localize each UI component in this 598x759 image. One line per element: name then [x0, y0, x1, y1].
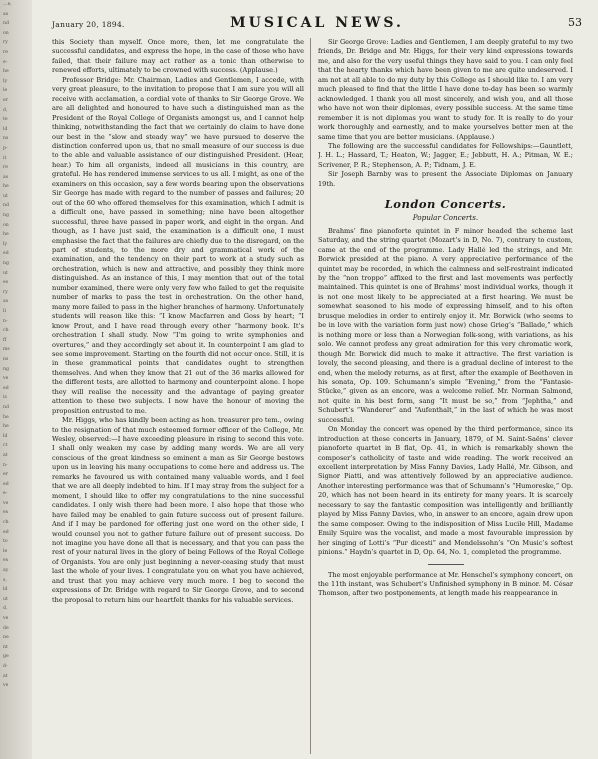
- gutter-fragment: as: [3, 174, 9, 180]
- gutter-fragment: ry: [3, 289, 8, 295]
- gutter-fragment: le: [3, 88, 8, 94]
- gutter-fragment: nd: [3, 21, 9, 27]
- gutter-fragment: d-: [3, 663, 8, 669]
- paragraph: Sir Joseph Barnby was to present the Associate Diplomas on January 19th.: [318, 170, 573, 188]
- gutter-fragment: er: [3, 97, 8, 103]
- gutter-fragment: ld: [3, 126, 8, 132]
- gutter-fragment: le: [3, 548, 8, 554]
- binding-gutter: [0, 0, 32, 759]
- gutter-fragment: d,: [3, 606, 8, 612]
- gutter-fragment: ly: [3, 78, 8, 84]
- gutter-fragment: he: [3, 414, 9, 420]
- gutter-fragment: ld: [3, 433, 8, 439]
- gutter-fragment: ve: [3, 616, 9, 621]
- gutter-fragment: es: [3, 510, 9, 516]
- paragraph: Mr. Higgs, who has kindly been acting as hon. treasurer pro tem., owing to the resignation of that much esteemed former officer of the College, Mr. Wesley, observed:—I have exceeding pleasure in rising to second this vote. I shall only weaken my case by adding many words. We are all very conscious of the great kindness so eminent a man as Sir George bestows upon us in leaving his many occupations to come here and address us. The remarks he favoured us with contained many valuable words, and I feel that we are all deeply indebted to him. If I may stray from the subject for a moment, I should like to offer my congratulations to the nine successful candidates. I only wish there had been more. I also hope that those who have failed may be enabled to gain future success out of present failure. And if I may be pardoned for offering just one word on the other side, I would counsel you not to gather future failure out of present success. Do not imagine you have done all that is necessary, and that you can pass the rest of your natural lives in the glory of being Fellows of the Royal College of Organists. You are only just beginning a never-ceasing study that must last the whole of your lives. I congratulate you on what you have achieved, and trust that you may achieve very much more. I beg to second the expressions of Dr. Bridge with regard to Sir George Grove, and to second the proposal to return him our heartfelt thanks for his valuable services.: [52, 416, 304, 604]
- newspaper-page: [32, 0, 598, 759]
- gutter-fragment: as: [3, 11, 9, 17]
- gutter-fragment: ch: [3, 520, 9, 526]
- gutter-fragment: n-: [3, 318, 8, 324]
- gutter-fragment: ns: [3, 136, 9, 142]
- gutter-fragment: at: [3, 452, 8, 458]
- gutter-fragment: de: [3, 625, 9, 631]
- left-column: [52, 38, 304, 754]
- gutter-fragment: ed: [3, 529, 9, 535]
- gutter-fragment: at: [3, 673, 8, 679]
- paragraph: this Society than myself. Once more, then, let me congratulate the successful candidates, and express the hope, in the case of those who have failed, that their failure may act rather as a tonic than otherwise to renewed efforts, ultimately to be crowned with success. (Applause.): [52, 38, 304, 75]
- gutter-fragment: ng: [3, 366, 9, 372]
- gutter-fragment: nd: [3, 404, 9, 410]
- issue-date: January 20, 1894.: [52, 20, 125, 29]
- gutter-fragment: es: [3, 280, 9, 286]
- gutter-fragment: ch: [3, 328, 9, 334]
- gutter-fragment: nd: [3, 203, 9, 209]
- gutter-fragment: he: [3, 184, 9, 190]
- masthead-title: MUSICAL NEWS.: [230, 15, 404, 31]
- gutter-fragment: ct: [3, 443, 8, 449]
- gutter-fragment: es: [3, 558, 9, 564]
- gutter-fragment: on: [3, 222, 9, 228]
- gutter-fragment: er: [3, 472, 8, 478]
- gutter-fragment: e-: [3, 491, 8, 497]
- gutter-fragment: s,: [3, 577, 7, 583]
- gutter-fragment: he: [3, 69, 9, 75]
- gutter-fragment: ed: [3, 385, 9, 391]
- subheading: Popular Concerts.: [412, 213, 479, 223]
- gutter-fragment: ld: [3, 587, 8, 593]
- gutter-fragment: ns: [3, 356, 9, 362]
- gutter-fragment: ne: [3, 635, 9, 641]
- gutter-fragment: ay: [3, 568, 9, 574]
- gutter-fragment: ut: [3, 193, 8, 199]
- gutter-fragment: re: [3, 49, 8, 55]
- gutter-fragment: p-: [3, 145, 8, 151]
- gutter-fragment: he: [3, 232, 9, 238]
- paragraph: Sir George Grove: Ladies and Gentlemen, I am deeply grateful to my two friends, Dr. Bridge and Mr. Higgs, for their very kind expressions towards me, and also for the very useful things they have said to you. I can only feel that the hearty thanks which have been given to me are quite undeserved. I am not at all able to do my duty by this College as I should like to. I am very much pleased to find that the little I have done to-day has been so warmly acknowledged. I thank you all most sincerely, and wish you, and all those who have not won their diplomas, every possible success. At the same time remember it is not diplomas you want to study for. It is really to do your work thoroughly and earnestly, and to make yourselves better men at the same time that you are better musicians. (Applause.): [318, 38, 573, 141]
- gutter-fragment: ge: [3, 654, 9, 660]
- section-heading: London Concerts.: [384, 197, 507, 212]
- gutter-fragment: d,: [3, 107, 8, 113]
- divider-rule: [428, 564, 464, 565]
- paragraph: The following are the successful candidates for Fellowships:—Gauntlett, J. H. L.; Hassard, T.; Heaton, W.; Jagger, E.; Jebbutt, H. A.; Pitman, W. E.; Scrivener, P. R.; Stephenson, A. P.; Tidnam, J. E.: [318, 141, 573, 169]
- gutter-fragment: he: [3, 424, 9, 430]
- column-divider: [310, 38, 311, 754]
- gutter-fragment: is: [3, 395, 7, 401]
- gutter-fragment: ut: [3, 270, 8, 276]
- page-number: 53: [568, 16, 582, 29]
- gutter-fragment: on: [3, 30, 9, 36]
- right-column: [318, 38, 573, 754]
- gutter-fragment: ll: [3, 309, 6, 314]
- gutter-fragment: ed: [3, 251, 9, 257]
- gutter-fragment: it: [3, 155, 7, 161]
- gutter-fragment: n-: [3, 462, 8, 468]
- gutter-fragment: re: [3, 165, 8, 171]
- paragraph: On Monday the concert was opened by the third performance, since its introduction at these concerts in January, 1879, of M. Saint-Saëns’ clever pianoforte quartet in B flat, Op. 41, in which is remarkably shown the composer’s catholicity of taste and wide reading. The work received an excellent interpretation by Miss Fanny Davies, Lady Hallé, Mr. Gibson, and Signor Piatti, and was attentively followed by an appreciative audience. Another interesting performance was that of Schumann’s “Humoreske,” Op. 20, which has not been heard in its entirety for many years. It is scarcely necessary to say the fantastic composition was intelligently and brilliantly played by Miss Fanny Davies, who, in answer to an encore, again drew upon the same composer. Owing to the indisposition of Miss Lucile Hill, Madame Emily Squire was the vocalist, and made a most favourable impression by her singing of Lotti’s “Pur dicesti” and Mendelssohn’s “On Music’s softest pinions.” Haydn’s quartet in D, Op. 64, No. 1, completed the programme.: [318, 425, 573, 557]
- gutter-fragment: ut: [3, 596, 8, 602]
- gutter-fragment: ng: [3, 261, 9, 267]
- gutter-fragment: to: [3, 539, 8, 545]
- paragraph: Professor Bridge: Mr. Chairman, Ladies and Gentlemen, I accede, with very great pleasure, to the invitation to propose that I am sure you will all receive with acclamation, a cordial vote of thanks to Sir George Grove. We are all delighted and honoured to have such a distinguished man as the President of the Royal College of Organists amongst us, and I cannot help thinking, notwithstanding the fact that we certainly do claim to have done our best in the “slow and steady way” we have pursued to deserve the distinction conferred upon us, that no small measure of our success is due to the able and valuable assistance of our distinguished President. (Hear, hear.) To him all organists, indeed all musicians in this country, are grateful. He has rendered immense services to us all. I might, as one of the examiners on this occasion, say a few words bearing upon the observations Sir George has made with regard to the number of passes and failures; 20 out of the 60 who offered themselves for this examination, which I admit is a difficult one, have passed in something; nine have been altogether successful, three have passed in paper work, and eight in the organ. And though, as I have just said, the examination is a difficult one, I must emphasise the fact that the failures are chiefly due to the disregard, on the part of students, to the more dry and grammatical work of the examination, and the tendency on their part to work at a study such as orchestration, which is new and attractive, and possibly they think more distinguished. As an instance of this, I may mention that out of the total number examined, there were only very few who failed to get the requisite number of marks to pass the test in orchestration. On the other hand, many more failed to pass in the higher branches of harmony. Unfortunately students will reason like this: “I know Macfarren and Goss by heart; “I know Prout, and I have read through every other “harmony book. It’s orchestration I shall study. Now “I’m going to write symphonies and overtures,” and they accordingly set about it. In counterpoint I am glad to see some improvement. Starting on the fourth did not occur once. Still, it is in these grammatical points that candidates ought to strengthen themselves. And when they know that 21 out of the 36 marks allowed for the different tests, are allotted to harmony and counterpoint alone. I hope they will realise the necessity and the advantage of paying greater attention to these two subjects. I now have the honour of moving the proposition entrusted to me.: [52, 75, 304, 415]
- paragraph: The most enjoyable performance at Mr. Henschel’s symphony concert, on the 11th instant, was Schubert’s Unfinished symphony in B minor. M. César Thomson, after two postponements, at length made his reappearance in: [318, 570, 573, 598]
- gutter-fragment: ms: [3, 347, 10, 353]
- gutter-fragment: …e,: [3, 2, 12, 7]
- gutter-fragment: nt: [3, 644, 8, 650]
- gutter-fragment: ve: [3, 376, 9, 382]
- gutter-fragment: ed: [3, 481, 9, 487]
- gutter-fragment: ve: [3, 500, 9, 506]
- gutter-fragment: ry: [3, 40, 8, 46]
- paragraph: Brahms’ fine pianoforte quintet in F minor headed the scheme last Saturday, and the string quartet (Mozart’s in D, No. 7), contrary to custom, came at the end of the programme. Lady Hallé led the strings, and Mr. Borwick presided at the piano. A very appreciative performance of the quintet may be recorded, in which the calmness and self-restraint indicated by the “non troppo” affixed to the first and last movements was perfectly maintained. This quintet is one of Brahms’ most individual works, though it is not one most likely to be appreciated at a first hearing. We must be somewhat seasoned to his mode of expressing himself, and to his often brusque melodies in order to entirely enjoy it. Mr. Borwick (who seems to be in love with the variation form just now) chose Grieg’s “Ballade,” which is nothing more or less than a Norwegian folk-song, with variations, as his solo. We cannot profess any great admiration for this very chromatic work, though Mr. Borwick did much to make it attractive. The first variation is lovely, the second pleasing, and there is a gradual decline of interest to the end, when the melody returns, as at first, after the example of Beethoven in his sonata, Op. 109. Schumann’s simple “Evening,” from the “Fantasie-Stücke,” given as an encore, was a welcome relief. Mr. Norman Salmond, not quite in his best form, sang “It must be so,” from “Jephtha,” and Schubert’s “Wanderer” and “Aufenthalt,” in the last of which he was most successful.: [318, 226, 573, 424]
- gutter-fragment: ff: [3, 337, 7, 343]
- gutter-fragment: te: [3, 117, 8, 123]
- gutter-fragment: ly: [3, 241, 8, 247]
- gutter-fragment: as: [3, 299, 9, 305]
- gutter-fragment: ve: [3, 683, 9, 689]
- running-header: [52, 14, 582, 34]
- gutter-fragment: ng: [3, 213, 9, 219]
- gutter-fragment: e-: [3, 59, 8, 65]
